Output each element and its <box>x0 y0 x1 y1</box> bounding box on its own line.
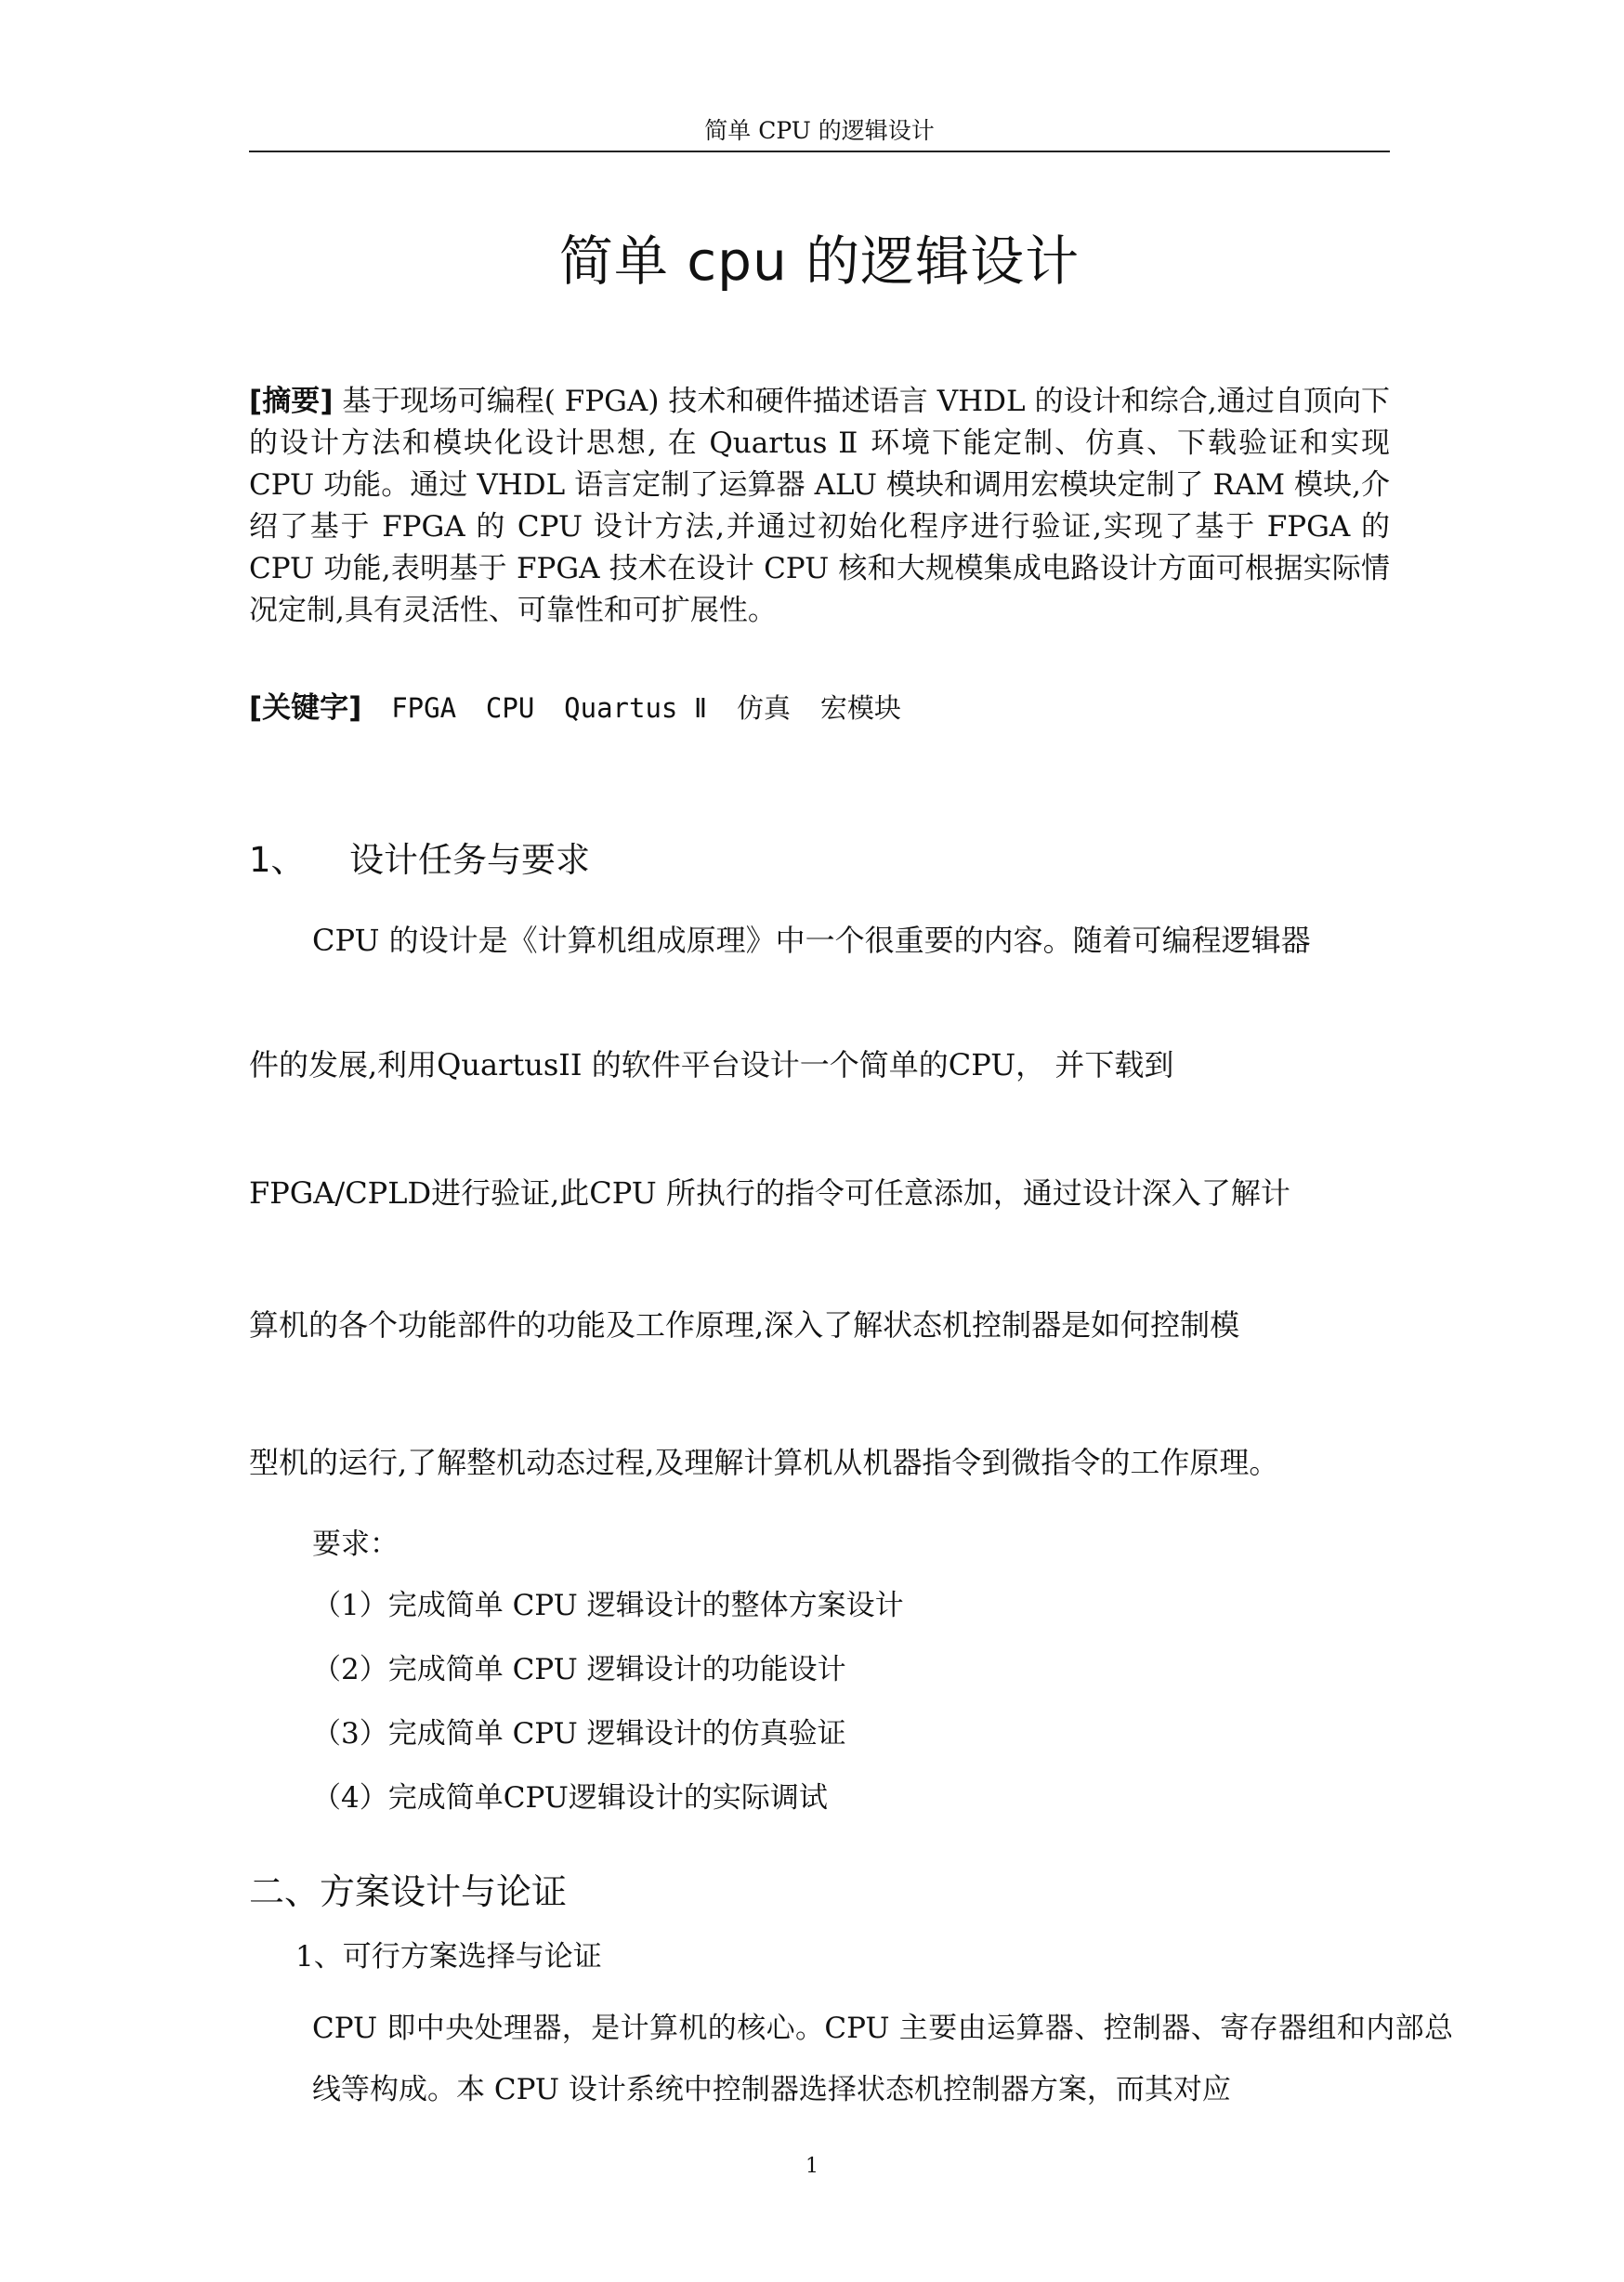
requirement-item: （1）完成简单 CPU 逻辑设计的整体方案设计 <box>312 1589 904 1622</box>
keywords-label: [关键字] <box>249 691 362 725</box>
task-text-line: 算机的各个功能部件的功能及工作原理,深入了解状态机控制器是如何控制模 <box>249 1307 1240 1343</box>
abstract-label: [摘要] <box>249 385 334 418</box>
subsection-heading: 1、可行方案选择与论证 <box>295 1940 602 1974</box>
requirement-item: （2）完成简单 CPU 逻辑设计的功能设计 <box>312 1653 846 1686</box>
task-text-line: CPU 的设计是《计算机组成原理》中一个很重要的内容。随着可编程逻辑器 <box>312 923 1311 958</box>
keyword-item: 宏模块 <box>819 692 901 724</box>
keyword-item: FPGA <box>391 692 457 724</box>
requirements-label: 要求： <box>312 1528 399 1561</box>
keyword-item: CPU <box>485 692 535 724</box>
keywords-line <box>249 688 1390 729</box>
keyword-item: 仿真 <box>736 692 791 724</box>
page-number: 1 <box>805 2155 819 2178</box>
section-1-number: 1、 <box>249 840 306 880</box>
section-2-heading: 二、方案设计与论证 <box>249 1871 568 1912</box>
keyword-item: Quartus Ⅱ <box>564 692 708 724</box>
section-1-title: 设计任务与要求 <box>349 840 590 880</box>
task-text-line: FPGA/CPLD进行验证,此CPU 所执行的指令可任意添加，通过设计深入了解计 <box>249 1175 1290 1211</box>
requirement-item: （4）完成简单CPU逻辑设计的实际调试 <box>312 1781 828 1815</box>
task-text-line: 件的发展,利用QuartusII 的软件平台设计一个简单的CPU， 并下载到 <box>249 1047 1174 1082</box>
abstract-text: 基于现场可编程( FPGA) 技术和硬件描述语言 VHDL 的设计和综合,通过自顶向下的设计方法和模块化设计思想, 在 Quartus Ⅱ 环境下能定制、仿真、下载验证和实现 CPU 功能。通过 VHDL 语言定制了运算器 ALU 模块和调用宏模块定制了 RAM 模块,介绍了基于 FPGA 的 CPU 设计方法,并通过初始化程序进行验证,实现了基于 FPGA 的 CPU 功能,表明基于 FPGA 技术在设计 CPU 核和大规模集成电路设计方面可根据实际情况定制,具有灵活性、可靠性和可扩展性。 <box>249 385 1390 627</box>
page-title: 简单 cpu 的逻辑设计 <box>558 230 1080 293</box>
header-divider <box>249 151 1390 152</box>
section-2-paragraph: CPU 即中央处理器，是计算机的核心。CPU 主要由运算器、控制器、寄存器组和内部总线等构成。本 CPU 设计系统中控制器选择状态机控制器方案，而其对应 <box>312 2012 1453 2106</box>
abstract-paragraph <box>249 381 1390 632</box>
running-header: 简单 CPU 的逻辑设计 <box>704 117 935 144</box>
requirement-item: （3）完成简单 CPU 逻辑设计的仿真验证 <box>312 1717 846 1751</box>
task-text-line: 型机的运行,了解整机动态过程,及理解计算机从机器指令到微指令的工作原理。 <box>249 1445 1279 1480</box>
section-1-heading <box>249 838 590 883</box>
